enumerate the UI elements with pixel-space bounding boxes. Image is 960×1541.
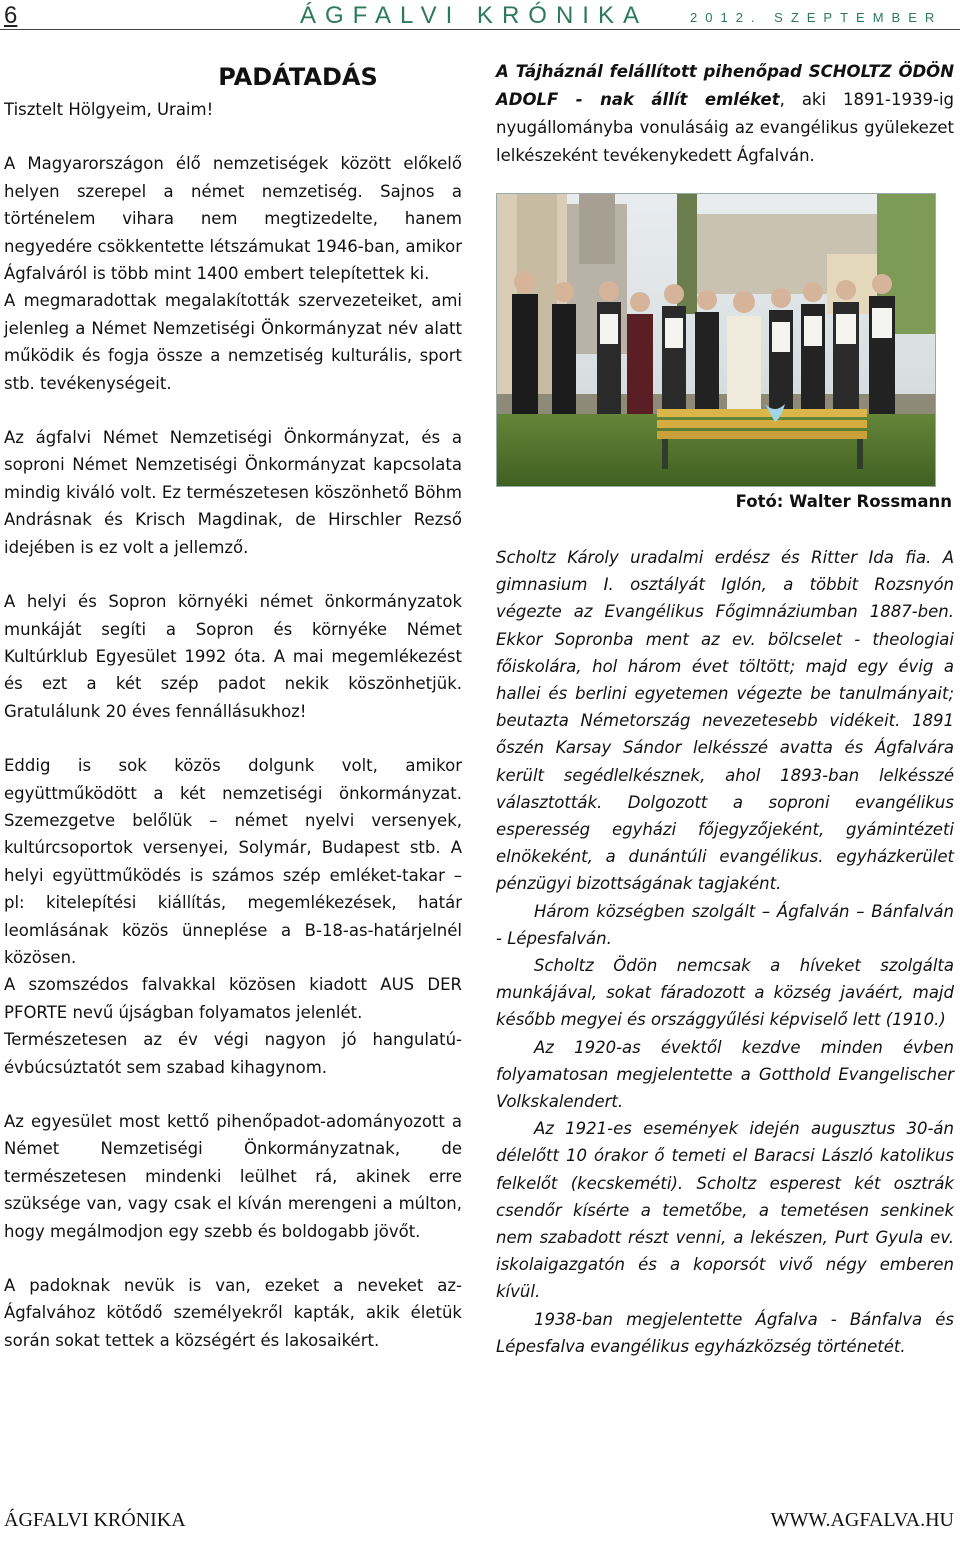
spacer	[4, 397, 462, 424]
footer-website[interactable]: WWW.AGFALVA.HU	[770, 1509, 954, 1531]
paragraph: Az egyesület most kettő pihenőpadot-adományozott a Német Nemzetiségi Önkormányzatnak, de természetesen mindenki leülhet rá, akinek erre szüksége van, vagy csak el kíván merengeni a múlton, hogy megálmodjon egy szebb és boldogabb jövőt.	[4, 1112, 462, 1241]
photo-intro-rest: , aki 1891-1939-ig nyugállományba vonulásáig az evangélikus gyülekezet lelkészeként tevékenykedett Ágfalván.	[496, 90, 955, 165]
page-number: 6	[4, 2, 18, 29]
bio-paragraph: Az 1920-as évektől kezdve minden évben folyamatosan megjelentette a Gotthold Evangelischer Volkskalendert.	[496, 1037, 954, 1112]
group-photo	[496, 193, 936, 487]
spacer	[4, 725, 462, 752]
paragraph: A Magyarországon élő nemzetiségek között előkelő helyen szerepel a német nemzetiség. Sajnos a történelem vihara nem megtizedelte, hanem negyedére csökkentette létszámukat 1946-ban, amikor Ágfalváról is több mint 1400 embert telepítettek ki.	[4, 154, 462, 284]
photo-intro	[496, 58, 954, 170]
paragraph: Az ágfalvi Német Nemzetiségi Önkormányzat, és a soproni Német Nemzetiségi Önkormányzat kapcsolata mindig kiváló volt. Ez természetesen köszönhető Böhm Andrásnak és Krisch Magdinak, de Hirschler Rezső idejében is ez volt a jellemző.	[4, 428, 462, 557]
paragraph: A szomszédos falvakkal közösen kiadott AUS DER PFORTE nevű újságban folyamatos jelenlét.	[4, 975, 462, 1022]
bio-paragraph: Az 1921-es események idején augusztus 30-án délelőtt 10 órakor ő temeti el Baracsi László katolikus felkelőt (kecskeméti). Scholtz esperest két osztrák csendőr kísérte a temetőbe, a temetésen senkinek nem szabadott részt venni, a lekészen, Purt Gyula ev. iskolaigazgatón és a koporsót vivő négy emberen kívül.	[496, 1119, 954, 1302]
bio-paragraph: Három községben szolgált – Ágfalván – Bánfalván - Lépesfalván.	[496, 901, 954, 948]
photo-credit: Fotó: Walter Rossmann	[735, 492, 952, 511]
biography	[496, 544, 954, 1360]
bio-paragraph: Scholtz Károly uradalmi erdész és Ritter Ida fia. A gimnasium I. osztályát Iglón, a többit Rozsnyón végezte az Evangélikus Főgimnáziumban 1887-ben. Ekkor Sopronba ment az ev. bölcselet - theologiai főiskolára, hol három évet töltött; majd egy évig a hallei és berlini egyetemen végezte be tanulmányait; beutazta Németország nevezetesebb vidékeit. 1891 őszén Karsay Sándor lelkésszé avatta és Ágfalvára került segédlelkésznek, ahol 1893-ban lelkésszé választották. Dolgozott a soproni evangélikus esperesség egyházi főjegyzőjeként, gyámintézeti elnökeként, a dunántúli evangélikus. egyházkerület pénzügyi bizottságának tagjaként.	[496, 548, 954, 894]
footer-publication: ÁGFALVI KRÓNIKA	[4, 1509, 186, 1531]
page-header	[0, 0, 960, 32]
paragraph: A megmaradottak megalakították szervezeteiket, ami jelenleg a Német Nemzetiségi Önkormányzat név alatt működik és fogja össze a nemzetiség kulturális, sport stb. tevékenységeit.	[4, 291, 462, 393]
greeting: Tisztelt Hölgyeim, Uraim!	[4, 100, 214, 119]
paragraph: Eddig is sok közös dolgunk volt, amikor együttműködött a két nemzetiségi önkormányzat. Szemezgetve belőlük – német nyelvi versenyek, kultúrcsoportok versenyei, Solymár, Budapest stb. A helyi együttműködés is számos szép emléket-takar – pl: kitelepítési kiállítás, megemlékezések, határ leomlásának közös ünneplése a B-18-as-határjelnél közösen.	[4, 756, 462, 967]
paragraph: A helyi és Sopron környéki német önkormányzatok munkáját segíti a Sopron és környéke Német Kultúrklub Egyesület 1992 óta. A mai megemlékezést és ezt a két szép padot nekik köszönhetjük. Gratulálunk 20 éves fennállásukhoz!	[4, 592, 462, 721]
left-column	[4, 58, 462, 1354]
masthead-title: ÁGFALVI KRÓNIKA	[300, 2, 648, 29]
paragraph: Természetesen az év végi nagyon jó hangulatú-évbúcsúztatót sem szabad kihagynom.	[4, 1030, 462, 1077]
bio-paragraph: Scholtz Ödön nemcsak a híveket szolgálta munkájával, sokat fáradozott a község javáért, majd később megyei és országgyűlési képviselő lett (1910.)	[496, 956, 954, 1030]
group-photo-illustration	[497, 194, 936, 487]
header-rule	[0, 29, 960, 30]
spacer	[4, 1245, 462, 1272]
article-title: PADÁTADÁS	[218, 63, 378, 91]
spacer	[4, 123, 462, 150]
paragraph: A padoknak nevük is van, ezeket a neveket az-Ágfalvához kötődő személyekről kapták, akik életük során sokat tettek a községért és lakosaikért.	[4, 1276, 462, 1350]
issue-date: 2012. SZEPTEMBER	[690, 10, 943, 25]
spacer	[4, 561, 462, 588]
bio-paragraph: 1938-ban megjelentette Ágfalva - Bánfalva és Lépesfalva evangélikus egyházközség történetét.	[496, 1309, 954, 1356]
photo-intro-bold: A Tájháznál felállított pihenőpad SCHOLTZ ÖDÖN ADOLF - nak állít emléket	[496, 62, 954, 109]
right-column	[496, 58, 954, 170]
spacer	[4, 1081, 462, 1108]
